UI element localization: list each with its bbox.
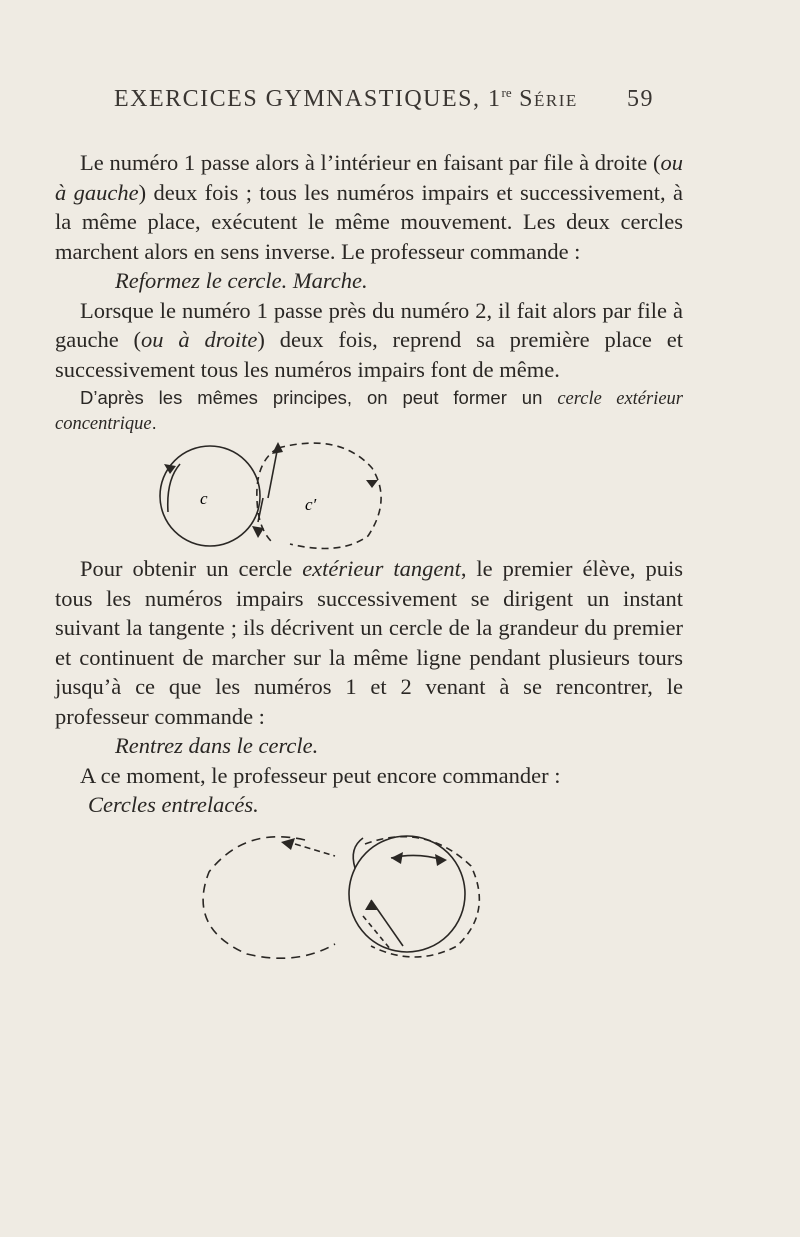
crossing-line-dashed [363, 916, 391, 950]
paragraph-3-text-end: . [151, 412, 157, 433]
arrow-icon [435, 854, 447, 866]
paragraph-3 [55, 386, 683, 436]
paragraph-4-text: Pour obtenir un cercle [80, 556, 303, 581]
header-series-sup: re [501, 85, 512, 100]
right-circle [349, 836, 465, 952]
command-reformez: Reformez le cercle. Marche. [115, 268, 368, 293]
page-number: 59 [627, 86, 654, 112]
left-circle-dashed [203, 836, 335, 958]
paragraph-1-italic: ou à gauche [55, 150, 683, 205]
paragraph-4 [55, 554, 683, 731]
left-circle-chord [295, 844, 335, 856]
inner-circle [160, 446, 260, 546]
direction-arrows-2 [281, 838, 447, 910]
arrow-icon [272, 442, 283, 454]
figure-interlaced-circles [185, 828, 505, 963]
paragraph-4-italic: extérieur tangent [302, 556, 461, 581]
paragraph-1-text: Le numéro 1 passe alors à l’intérieur en faisant par file à droite ( [80, 150, 661, 175]
paragraph-4-text-end: , le premier élève, puis tous les numéros impairs successivement se dirigent un instant suivant la tangente ; ils décrivent un cercle de la grandeur du premier et continuent de marcher sur la même ligne pendant plusieurs tours jusqu’à ce que les numéros 1 et 2 venant à se rencontrer, le professeur commande : [55, 556, 683, 729]
header-series-number: 1 [488, 86, 502, 112]
arrow-icon [281, 838, 295, 850]
arrow-icon [391, 852, 403, 864]
command-cercles-entrelaces: Cercles entrelacés. [88, 792, 259, 817]
paragraph-5: A ce moment, le professeur peut encore commander : [80, 762, 561, 788]
paragraph-2-italic: ou à droite [141, 327, 258, 352]
header-title [114, 85, 578, 113]
page-body [55, 148, 683, 963]
paragraph-3-text: D’après les mêmes principes, on peut former un [80, 387, 558, 408]
paragraph-2-text-end: ) deux fois, reprend sa première place et successivement tous les numéros impairs font de même. [55, 327, 684, 382]
outer-circle-dashed [278, 443, 381, 548]
paragraph-1-text-end: ) deux fois ; tous les numéros impairs et successivement, à la même place, exécutent le même mouvement. Les deux cercles marchent alors en sens inverse. Le professeur commande : [55, 179, 684, 264]
label-c: c [200, 489, 208, 508]
arrow-icon [252, 526, 264, 538]
paragraph-1 [55, 148, 683, 266]
running-header [114, 85, 654, 113]
crossing-line [371, 900, 403, 946]
arrow-icon [366, 480, 378, 488]
paragraph-2-text: Lorsque le numéro 1 passe près du numéro 2, il fait alors par file à gauche ( [55, 297, 683, 352]
paragraph-2 [55, 296, 683, 385]
label-c-prime: c′ [305, 495, 317, 514]
header-left: EXERCICES GYMNASTIQUES, [114, 86, 481, 112]
figure-concentric-circles [140, 440, 400, 550]
paragraph-3-italic: cercle extérieur concentrique [55, 389, 684, 434]
command-rentrez: Rentrez dans le cercle. [115, 733, 319, 758]
header-series-word: Série [519, 86, 578, 112]
direction-arrows [164, 442, 378, 538]
